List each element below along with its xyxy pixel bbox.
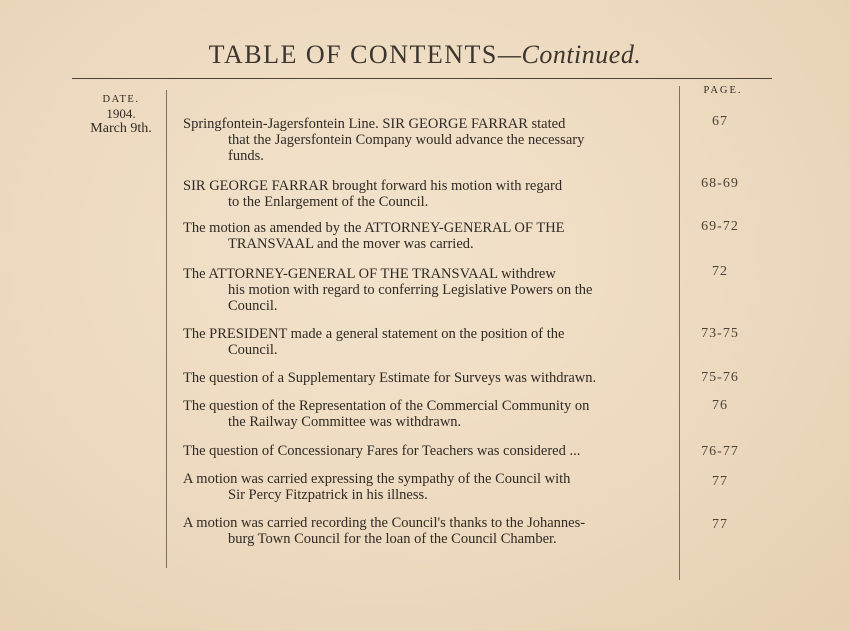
entry-line: that the Jagersfontein Company would advance the necessary bbox=[228, 132, 585, 148]
page-number: 76 bbox=[712, 398, 728, 413]
date-year: 1904. bbox=[106, 106, 136, 121]
toc-entry bbox=[183, 515, 683, 547]
title-continued: —Continued. bbox=[497, 40, 642, 69]
entry-line: funds. bbox=[228, 148, 264, 164]
entry-line: The ATTORNEY-GENERAL OF THE TRANSVAAL withdrew bbox=[183, 266, 556, 282]
entry-line: Council. bbox=[228, 298, 278, 314]
page-column-header: PAGE. bbox=[703, 85, 743, 96]
entry-line: The question of a Supplementary Estimate for Surveys was withdrawn. bbox=[183, 370, 597, 386]
date-column-header: DATE. bbox=[102, 94, 140, 105]
page-number: 68-69 bbox=[701, 176, 739, 191]
entry-line: A motion was carried recording the Council's thanks to the Johannes- bbox=[183, 515, 586, 531]
entry-line: The question of Concessionary Fares for Teachers was considered ... bbox=[183, 443, 581, 459]
toc-entry bbox=[183, 398, 683, 430]
entry-line: to the Enlargement of the Council. bbox=[228, 194, 429, 210]
page-number: 67 bbox=[712, 114, 728, 129]
entry-line: A motion was carried expressing the sympathy of the Council with bbox=[183, 471, 571, 487]
toc-entry bbox=[183, 471, 683, 503]
toc-entry bbox=[183, 370, 683, 386]
date-day: March 9th. bbox=[90, 121, 152, 136]
column-divider-left bbox=[166, 90, 167, 568]
toc-entry bbox=[183, 266, 683, 314]
entry-line: The question of the Representation of the Commercial Community on bbox=[183, 398, 590, 414]
toc-entry bbox=[183, 220, 683, 252]
entry-line: The PRESIDENT made a general statement on the position of the bbox=[183, 326, 565, 342]
entry-line: SIR GEORGE FARRAR brought forward his motion with regard bbox=[183, 178, 563, 194]
page-title bbox=[0, 40, 850, 70]
title-main: TABLE OF CONTENTS bbox=[208, 40, 498, 69]
entry-line: Council. bbox=[228, 342, 278, 358]
toc-entry bbox=[183, 116, 683, 164]
toc-entry bbox=[183, 178, 683, 210]
toc-entry bbox=[183, 326, 683, 358]
page-number: 77 bbox=[712, 517, 728, 532]
page-number: 73-75 bbox=[701, 326, 739, 341]
page-number: 76-77 bbox=[701, 444, 739, 459]
page-number: 69-72 bbox=[701, 219, 739, 234]
page-number: 75-76 bbox=[701, 370, 739, 385]
entry-line: Springfontein-Jagersfontein Line. SIR GEORGE FARRAR stated bbox=[183, 116, 566, 132]
page-number: 77 bbox=[712, 474, 728, 489]
entry-line: the Railway Committee was withdrawn. bbox=[228, 414, 462, 430]
entry-line: Sir Percy Fitzpatrick in his illness. bbox=[228, 487, 428, 503]
entry-line: TRANSVAAL and the mover was carried. bbox=[228, 236, 474, 252]
toc-entry bbox=[183, 443, 683, 459]
page-number: 72 bbox=[712, 264, 728, 279]
entry-line: The motion as amended by the ATTORNEY-GENERAL OF THE bbox=[183, 220, 565, 236]
entry-line: burg Town Council for the loan of the Council Chamber. bbox=[228, 531, 557, 547]
header-rule bbox=[72, 78, 772, 79]
entry-line: his motion with regard to conferring Legislative Powers on the bbox=[228, 282, 593, 298]
